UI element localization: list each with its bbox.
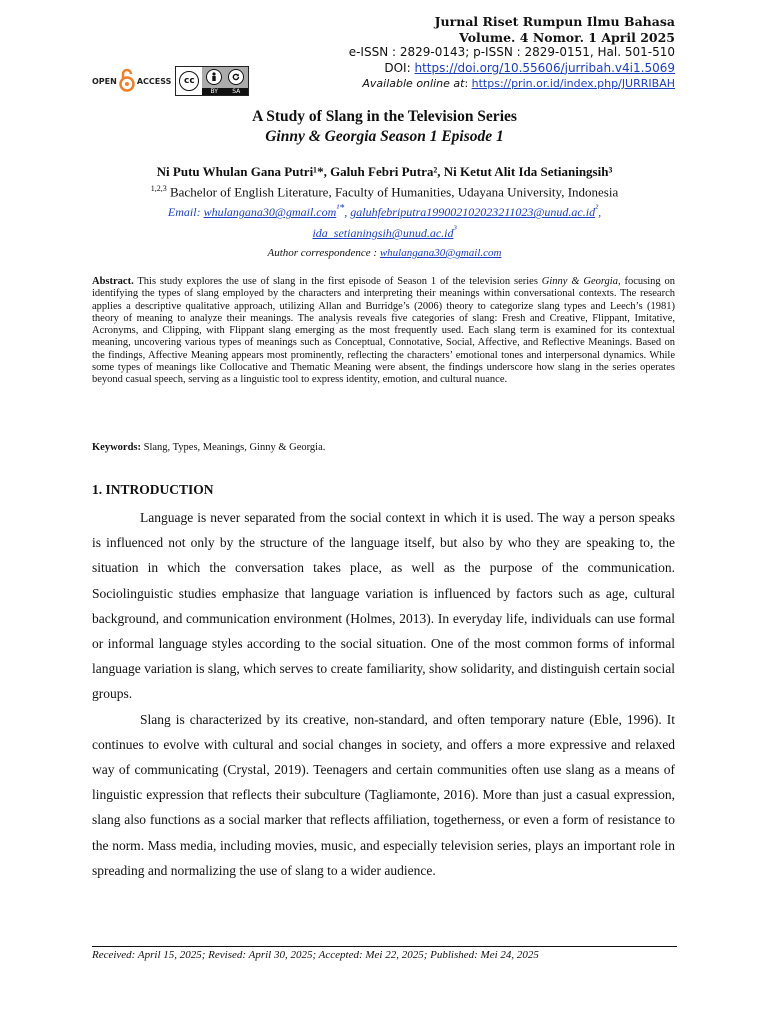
title-block [92,107,677,147]
cc-circle: cc [179,71,199,91]
available-line [349,76,675,92]
email-mark-3: ³ [453,224,457,236]
affiliation-sup: 1,2,3 [150,184,167,193]
keywords-text: Slang, Types, Meanings, Ginny & Georgia. [141,442,326,453]
email-link-2[interactable]: galuhfebriputra199002102023211023@unud.ac.id [350,205,596,220]
doi-link[interactable]: https://doi.org/10.55606/jurribah.v4i1.5069 [414,60,675,75]
paragraph: Language is never separated from the social context in which it is used. The way a person speaks is influenced not only by the structure of the language itself, but also by who they are speaking to, the situation in which the conversation takes place, as well as the purpose of the communication. Sociolinguistic studies emphasize that language variation is influenced by factors such as age, cultural background, and communication environment (Holmes, 2013). In everyday life, individuals can use formal or informal language styles according to the social situation. One of the most common forms of informal language variation is slang, which serves to create familiarity, show solidarity, and distinguish certain social groups. [92,510,675,702]
paragraph: Slang is characterized by its creative, non-standard, and often temporary nature (Eble, 1996). It continues to evolve with cultural and social changes in society, and offers a more expressive and relaxed way of communicating (Crystal, 2019). Teenagers and certain communities often use slang as a means of linguistic expression that reflects their subculture (Tagliamonte, 2016). More than just a casual expression, slang also functions as a social marker that reflects affiliation, togetherness, or even a form of resistance to the norm. Mass media, including movies, music, and especially television series, plays an important role in spreading and normalizing the use of slang to a wider audience. [92,711,675,878]
license-logos [92,66,249,96]
author-names: Ni Putu Whulan Gana Putri¹*, Galuh Febri Putra², Ni Ketut Alit Ida Setianingsih³ [156,164,613,179]
paper-title: A Study of Slang in the Television Series [252,108,517,125]
cc-by-sa-badge [175,66,249,96]
email-label: Email: [167,205,204,220]
corr-label: Author correspondence : [267,247,380,259]
email-line [92,200,677,221]
journal-name: Jurnal Riset Rumpun Ilmu Bahasa [434,14,675,29]
by-person-icon [206,69,222,85]
open-lock-icon [119,68,135,94]
email-link-3[interactable]: ida_setianingsih@unud.ac.id [312,226,454,241]
journal-header [349,14,675,92]
section-body [92,505,675,883]
email-sep-1: , [344,205,351,220]
open-access-left: OPEN [92,76,117,86]
abstract-series-title: Ginny & Georgia [541,276,618,287]
keywords-label: Keywords: [92,442,141,453]
email-mark-1: ¹* [336,203,345,215]
paper-subtitle: Ginny & Georgia Season 1 Episode 1 [265,128,504,145]
email-link-1[interactable]: whulangana30@gmail.com [203,205,337,220]
sa-label: SA [232,88,241,95]
doi-line [349,61,675,77]
share-alike-icon [228,69,244,85]
author-block [92,163,677,242]
cc-icons-row [206,69,244,85]
affiliation [92,180,677,200]
by-label: BY [210,88,218,95]
footer-dates: Received: April 15, 2025; Revised: April 30, 2025; Accepted: Mei 22, 2025; Published: Mei 24, 2025 [92,949,539,961]
journal-url-link[interactable]: https://prin.or.id/index.php/JURRIBAH [471,77,675,90]
cc-labels-row [202,88,248,95]
open-access-logo [92,68,171,94]
journal-volume: Volume. 4 Nomor. 1 April 2025 [459,29,675,45]
author-correspondence [92,247,677,259]
keywords [92,442,677,453]
abstract-part2: , focusing on identifying the types of slang employed by the characters and interpreting their meanings within conversational contexts. The research applies a descriptive qualitative approach, utilizing Allan and Burridge’s (2006) theory to categorize slang types and Leech’s (1981) theory of meaning to analyze their meanings. The analysis reveals five categories of slang: Fresh and Creative, Flippant, Imitative, Acronyms, and Clipping, with Flippant slang emerging as the most frequently used. Each slang term is examined for its contextual meaning, uncovering various types of meanings such as Conceptual, Connotative, Social, Affective, and Reflective Meanings. Based on the findings, Affective Meaning appears most prominently, reflecting the characters’ emotional tones and interpersonal dynamics. While some types of meanings like Collocative and Thematic Meaning were absent, the findings underscore how slang in the series operates beyond casual speech, serving as a linguistic tool to express identity, emotion, and cultural nuance. [92,276,676,386]
affiliation-text: Bachelor of English Literature, Faculty of Humanities, Udayana University, Indonesia [166,184,619,200]
open-access-right: ACCESS [136,76,172,86]
available-sep: : [464,77,472,90]
email-sep-2: , [598,205,602,220]
email-mark-2: ² [595,203,599,215]
journal-issn: e-ISSN : 2829-0143; p-ISSN : 2829-0151, Hal. 501-510 [348,45,675,59]
corr-email-link[interactable]: whulangana30@gmail.com [379,247,502,259]
abstract [92,276,675,387]
footer-rule [92,946,677,947]
cc-icon [176,67,202,95]
cc-right-panel [202,67,248,95]
email-line-2 [92,221,677,242]
abstract-label: Abstract. [92,276,134,287]
abstract-part1: This study explores the use of slang in the first episode of Season 1 of the television series [133,276,542,287]
doi-label: DOI: [384,60,415,75]
available-label: Available online at [362,77,465,90]
section-heading: 1. INTRODUCTION [92,482,214,497]
